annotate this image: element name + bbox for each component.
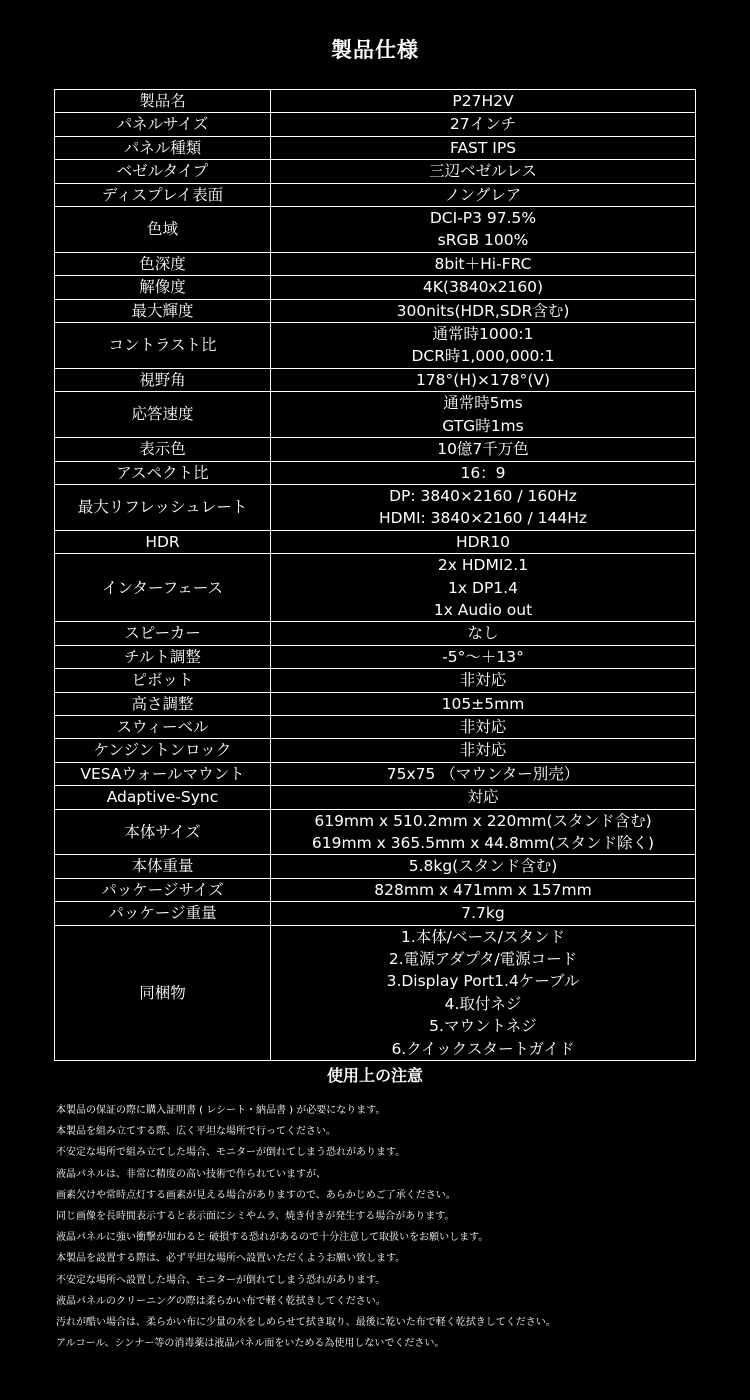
spec-value: 8bit＋Hi-FRC — [434, 254, 532, 273]
spec-row — [55, 323, 696, 369]
note-item: 画素欠けや常時点灯する画素が見える場合がありますので、あらかじめご了承ください。 — [56, 1189, 456, 1201]
spec-value-cell — [271, 207, 696, 253]
note-item: 不安定な場所で組み立てした場合、モニターが倒れてしまう恐れがあります。 — [56, 1147, 406, 1159]
spec-value-cell — [271, 438, 696, 461]
spec-value-cell — [271, 902, 696, 925]
spec-label: パネルサイズ — [55, 113, 271, 136]
spec-label: コントラスト比 — [55, 323, 271, 369]
spec-label: パッケージ重量 — [55, 902, 271, 925]
spec-row — [55, 554, 696, 622]
spec-row — [55, 136, 696, 159]
spec-value: 300nits(HDR,SDR含む) — [396, 301, 570, 320]
spec-row — [55, 438, 696, 461]
spec-label: スピーカー — [55, 622, 271, 645]
spec-table — [54, 89, 696, 1061]
spec-value-cell — [271, 323, 696, 369]
note-item: 液晶パネルに強い衝撃が加わると 破損する恐れがあるので十分注意して取扱いをお願いします。 — [56, 1232, 489, 1244]
spec-value: 10億7千万色 — [437, 440, 529, 459]
spec-row — [55, 902, 696, 925]
spec-label: 解像度 — [55, 276, 271, 299]
spec-row — [55, 645, 696, 668]
spec-row — [55, 622, 696, 645]
spec-label: VESAウォールマウント — [55, 762, 271, 785]
note-item: 同じ画像を長時間表示すると表示面にシミやムラ、焼き付きが発生する場合があります。 — [56, 1211, 455, 1223]
spec-value: HDR10 — [455, 532, 511, 551]
spec-value: なし — [467, 624, 499, 643]
spec-label: ピボット — [55, 669, 271, 692]
spec-label: 最大輝度 — [55, 299, 271, 322]
spec-value: 対応 — [467, 788, 499, 807]
spec-value-cell — [271, 183, 696, 206]
spec-value: 3.Display Port1.4ケーブル — [386, 972, 580, 991]
spec-row — [55, 715, 696, 738]
spec-value: -5°～＋13° — [442, 647, 524, 666]
spec-value: 105±5mm — [441, 694, 525, 713]
spec-value-cell — [271, 484, 696, 530]
spec-row — [55, 530, 696, 553]
spec-value-cell — [271, 276, 696, 299]
spec-value: 2x HDMI2.1 — [437, 556, 529, 575]
spec-row — [55, 368, 696, 391]
spec-label: Adaptive-Sync — [55, 786, 271, 809]
spec-value-cell — [271, 392, 696, 438]
spec-value-cell — [271, 809, 696, 855]
spec-label: ディスプレイ表面 — [55, 183, 271, 206]
spec-value: 75x75 （マウンター別売） — [386, 764, 580, 783]
spec-row — [55, 762, 696, 785]
note-item: 本製品の保証の際に購入証明書 ( レシート・納品書 ) が必要になります。 — [56, 1105, 386, 1116]
spec-value: DCI-P3 97.5% — [429, 209, 537, 228]
spec-value-cell — [271, 739, 696, 762]
spec-value: 4K(3840x2160) — [422, 278, 544, 297]
spec-label: ケンジントンロック — [55, 739, 271, 762]
spec-value: 1x DP1.4 — [448, 578, 518, 597]
spec-label: 製品名 — [55, 90, 271, 113]
spec-label: 同梱物 — [55, 925, 271, 1060]
spec-value: 2.電源アダプタ/電源コード — [388, 950, 578, 969]
spec-row — [55, 925, 696, 1060]
spec-value: DCR時1,000,000:1 — [411, 347, 555, 366]
spec-value: 828mm x 471mm x 157mm — [374, 880, 592, 899]
spec-label: 応答速度 — [55, 392, 271, 438]
spec-value: 通常時1000:1 — [432, 325, 534, 344]
spec-row — [55, 878, 696, 901]
spec-value-cell — [271, 113, 696, 136]
spec-row — [55, 461, 696, 484]
spec-value-cell — [271, 669, 696, 692]
note-item: 本製品を組み立てする際、広く平坦な場所で行ってください。 — [56, 1126, 336, 1138]
spec-value-cell — [271, 762, 696, 785]
spec-row — [55, 160, 696, 183]
spec-row — [55, 692, 696, 715]
note-item: 不安定な場所へ設置した場合、モニターが倒れてしまう恐れがあります。 — [56, 1274, 386, 1286]
note-item: 液晶パネルは、非常に精度の高い技術で作られていますが、 — [56, 1168, 326, 1180]
spec-value-cell — [271, 461, 696, 484]
spec-row — [55, 113, 696, 136]
spec-value-cell — [271, 645, 696, 668]
spec-value: ノングレア — [444, 185, 522, 204]
spec-row — [55, 669, 696, 692]
spec-label: HDR — [55, 530, 271, 553]
spec-value: 1x Audio out — [433, 600, 533, 619]
spec-value: 178°(H)×178°(V) — [415, 370, 551, 389]
spec-value: 27インチ — [449, 115, 517, 134]
note-item: 液晶パネルのクリーニングの際は柔らかい布で軽く乾拭きしてください。 — [56, 1295, 386, 1307]
spec-row — [55, 392, 696, 438]
notes-title: 使用上の注意 — [326, 1066, 423, 1085]
spec-value: 4.取付ネジ — [444, 994, 522, 1013]
spec-value-cell — [271, 252, 696, 275]
spec-row — [55, 207, 696, 253]
spec-row — [55, 484, 696, 530]
spec-row — [55, 786, 696, 809]
spec-label: 本体サイズ — [55, 809, 271, 855]
spec-value-cell — [271, 622, 696, 645]
spec-table-body — [55, 90, 696, 1061]
spec-value: 1.本体/ベース/スタンド — [401, 927, 565, 946]
spec-value: 16：9 — [460, 463, 506, 482]
spec-label: ベゼルタイプ — [55, 160, 271, 183]
spec-value: 非対応 — [459, 717, 507, 736]
spec-label: インターフェース — [55, 554, 271, 622]
spec-label: パッケージサイズ — [55, 878, 271, 901]
spec-value: 7.7kg — [461, 904, 505, 923]
spec-value: 619mm x 365.5mm x 44.8mm(スタンド除く) — [311, 834, 655, 852]
page-title: 製品仕様 — [331, 38, 419, 62]
spec-value: 5.マウントネジ — [429, 1017, 537, 1036]
spec-value: 619mm x 510.2mm x 220mm(スタンド含む) — [314, 811, 652, 830]
spec-label: 高さ調整 — [55, 692, 271, 715]
spec-value-cell — [271, 368, 696, 391]
spec-label: チルト調整 — [55, 645, 271, 668]
notes-list — [56, 1100, 736, 1354]
spec-value-cell — [271, 299, 696, 322]
spec-value: 5.8kg(スタンド含む) — [408, 857, 558, 876]
spec-value-cell — [271, 160, 696, 183]
spec-label: スウィーベル — [55, 715, 271, 738]
spec-value: 6.クイックスタートガイド — [391, 1039, 575, 1058]
spec-label: アスペクト比 — [55, 461, 271, 484]
spec-label: 最大リフレッシュレート — [55, 484, 271, 530]
note-item: 汚れが酷い場合は、柔らかい布に少量の水をしめらせて拭き取り、最後に乾いた布で軽く乾拭きしてください。 — [56, 1317, 556, 1329]
spec-label: 本体重量 — [55, 855, 271, 878]
spec-label: 色域 — [55, 207, 271, 253]
spec-value-cell — [271, 715, 696, 738]
spec-row — [55, 183, 696, 206]
spec-label: 表示色 — [55, 438, 271, 461]
spec-value-cell — [271, 530, 696, 553]
spec-row — [55, 739, 696, 762]
spec-value-cell — [271, 925, 696, 1060]
spec-value-cell — [271, 90, 696, 113]
spec-value-cell — [271, 692, 696, 715]
spec-value: 通常時5ms — [443, 394, 523, 413]
spec-row — [55, 276, 696, 299]
spec-row — [55, 252, 696, 275]
note-item: 本製品を設置する際は、必ず平坦な場所へ設置いただくようお願い致します。 — [56, 1253, 406, 1265]
spec-value: sRGB 100% — [437, 231, 529, 250]
spec-value-cell — [271, 878, 696, 901]
spec-row — [55, 90, 696, 113]
spec-label: 色深度 — [55, 252, 271, 275]
spec-value-cell — [271, 786, 696, 809]
spec-value-cell — [271, 136, 696, 159]
spec-label: パネル種類 — [55, 136, 271, 159]
spec-row — [55, 809, 696, 855]
spec-row — [55, 299, 696, 322]
spec-value: 三辺ベゼルレス — [429, 162, 537, 181]
spec-label: 視野角 — [55, 368, 271, 391]
spec-value-cell — [271, 554, 696, 622]
spec-value-cell — [271, 855, 696, 878]
spec-value: HDMI: 3840×2160 / 144Hz — [378, 509, 588, 528]
spec-value: GTG時1ms — [442, 416, 524, 435]
spec-value: DP: 3840×2160 / 160Hz — [389, 486, 577, 505]
note-item: アルコール、シンナー等の消毒薬は液晶パネル面をいためる為使用しないでください。 — [56, 1338, 445, 1350]
spec-value: FAST IPS — [449, 138, 517, 157]
spec-value: 非対応 — [459, 671, 507, 690]
spec-row — [55, 855, 696, 878]
spec-value: 非対応 — [459, 741, 507, 760]
spec-value: P27H2V — [452, 92, 514, 110]
